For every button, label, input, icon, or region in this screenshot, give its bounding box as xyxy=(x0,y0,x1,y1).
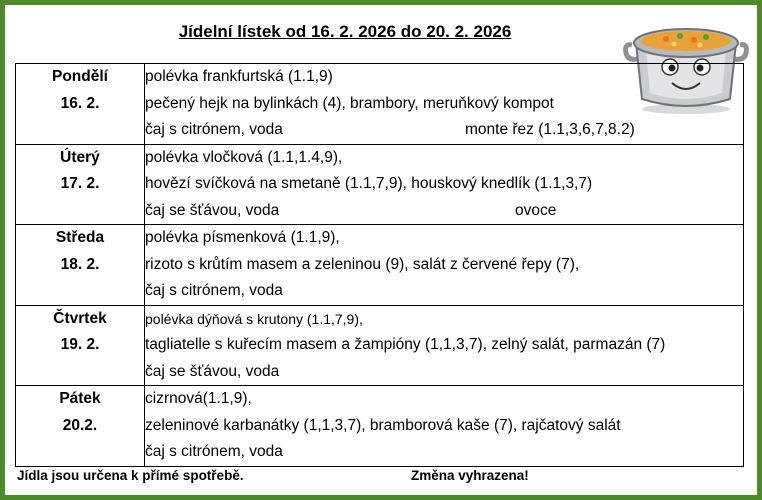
day-date: 18. 2. xyxy=(60,255,100,273)
meal-cell xyxy=(145,386,744,467)
meal-soup: cizrnová(1.1,9), xyxy=(145,390,252,407)
day-cell xyxy=(16,144,145,225)
day-name: Úterý xyxy=(60,148,100,166)
meal-drink xyxy=(145,198,743,225)
day-row-monday xyxy=(16,64,744,145)
day-row-friday xyxy=(16,386,744,467)
day-row-wednesday xyxy=(16,225,744,306)
day-cell xyxy=(16,386,145,467)
meal-main: tagliatelle s kuřecím masem a žampióny (1,1,3,7), zelný salát, parmazán (7) xyxy=(145,336,666,353)
day-cell xyxy=(16,225,145,306)
meal-main: rizoto s krůtím masem a zeleninou (9), salát z červené řepy (7), xyxy=(145,255,580,273)
meal-cell xyxy=(145,64,744,145)
meal-drink: čaj se šťávou, voda xyxy=(145,362,280,380)
meal-drink-text: čaj s citrónem, voda xyxy=(145,121,283,138)
meal-cell xyxy=(145,305,744,386)
meal-drink xyxy=(145,117,743,144)
day-date: 19. 2. xyxy=(60,336,100,353)
menu-title: Jídelní lístek od 16. 2. 2026 do 20. 2. 2026 xyxy=(178,22,512,41)
day-cell xyxy=(16,64,145,145)
meal-soup: polévka vločková (1.1,1.4,9), xyxy=(145,148,343,166)
meal-soup: polévka dýňová s krutony (1.1,7,9), xyxy=(145,310,363,327)
meal-drink: čaj s citrónem, voda xyxy=(145,282,283,299)
menu-table xyxy=(15,63,744,467)
meal-drink: čaj s citrónem, voda xyxy=(145,443,283,460)
meal-soup: polévka frankfurtská (1.1,9) xyxy=(145,68,333,85)
day-date: 17. 2. xyxy=(60,175,100,192)
meal-main: hovězí svíčková na smetaně (1.1,7,9), houskový knedlík (1.1,3,7) xyxy=(145,175,593,192)
meal-main: pečený hejk na bylinkách (4), brambory, meruňkový kompot xyxy=(145,94,554,112)
day-row-tuesday xyxy=(16,144,744,225)
day-row-thursday xyxy=(16,305,744,386)
meal-cell xyxy=(145,144,744,225)
meal-drink-text: čaj se šťávou, voda xyxy=(145,201,280,219)
day-name: Pátek xyxy=(59,390,101,407)
day-date: 16. 2. xyxy=(60,94,100,112)
day-name: Čtvrtek xyxy=(53,309,107,327)
meal-soup: polévka písmenková (1.1,9), xyxy=(145,229,340,246)
footer-note-right: Změna vyhrazena! xyxy=(411,468,529,483)
day-name: Středa xyxy=(55,229,105,246)
meal-dessert: monte řez (1.1,3,6,7,8.2) xyxy=(465,121,635,138)
meal-dessert: ovoce xyxy=(515,201,557,219)
meal-cell xyxy=(145,225,744,306)
day-cell xyxy=(16,305,145,386)
footer-note-left: Jídla jsou určena k přímé spotřebě. xyxy=(17,468,244,483)
day-date: 20.2. xyxy=(62,416,98,434)
day-name: Pondělí xyxy=(52,68,108,85)
meal-main: zeleninové karbanátky (1,1,3,7), bramborová kaše (7), rajčatový salát xyxy=(145,416,621,434)
